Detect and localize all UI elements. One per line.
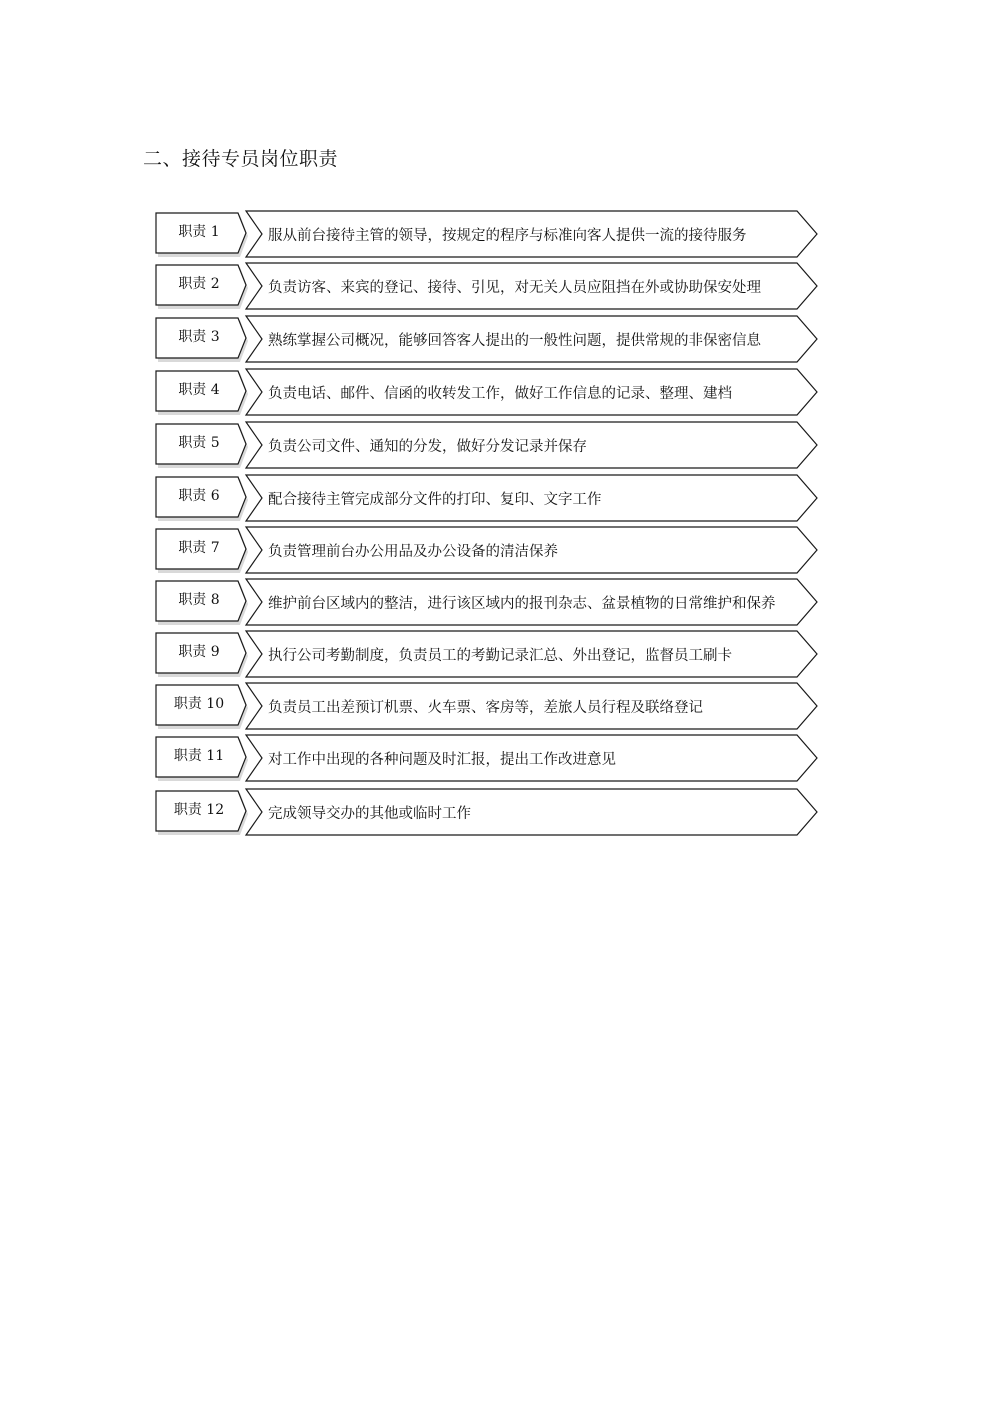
duty-description-box	[245, 682, 819, 730]
duty-label-box	[155, 736, 247, 778]
duty-row	[155, 368, 820, 416]
duty-description: 负责访客、来宾的登记、接待、引见，对无关人员应阻挡在外或协助保安处理	[268, 280, 761, 296]
duty-label: 职责 12	[173, 802, 225, 818]
duty-description-box	[245, 788, 819, 836]
duty-label-box	[155, 212, 247, 254]
duty-description-box	[245, 210, 819, 258]
duty-label: 职责 5	[178, 435, 220, 451]
duty-row	[155, 526, 820, 574]
duty-row	[155, 630, 820, 678]
duty-description: 负责管理前台办公用品及办公设备的清洁保养	[268, 544, 558, 560]
duty-label: 职责 6	[178, 488, 220, 504]
duty-label-box	[155, 528, 247, 570]
duty-row	[155, 315, 820, 363]
duty-row	[155, 474, 820, 522]
duty-label-box	[155, 423, 247, 465]
duty-description-box	[245, 315, 819, 363]
duty-label-box	[155, 476, 247, 518]
duty-label-box	[155, 632, 247, 674]
duty-description-box	[245, 262, 819, 310]
duty-row	[155, 682, 820, 730]
duty-label: 职责 4	[178, 382, 220, 398]
duty-row	[155, 788, 820, 836]
duty-label-box	[155, 684, 247, 726]
duty-label: 职责 10	[173, 696, 225, 712]
duty-row	[155, 421, 820, 469]
duty-row	[155, 578, 820, 626]
duty-description-box	[245, 734, 819, 782]
section-title: 二、接待专员岗位职责	[143, 148, 339, 170]
duty-label: 职责 1	[178, 224, 220, 240]
duty-description-box	[245, 368, 819, 416]
duty-label-box	[155, 317, 247, 359]
duty-description: 完成领导交办的其他或临时工作	[268, 806, 471, 822]
duty-description: 执行公司考勤制度，负责员工的考勤记录汇总、外出登记，监督员工刷卡	[268, 648, 732, 664]
duty-description: 服从前台接待主管的领导，按规定的程序与标准向客人提供一流的接待服务	[268, 228, 747, 244]
duty-label: 职责 8	[178, 592, 220, 608]
duty-label-box	[155, 790, 247, 832]
duty-description: 对工作中出现的各种问题及时汇报，提出工作改进意见	[268, 752, 616, 768]
duty-label: 职责 2	[178, 276, 220, 292]
duty-row	[155, 210, 820, 258]
duty-description-box	[245, 421, 819, 469]
duty-description-box	[245, 526, 819, 574]
duty-label: 职责 11	[173, 748, 225, 764]
duty-label: 职责 9	[178, 644, 220, 660]
duty-description-box	[245, 474, 819, 522]
duty-description: 负责员工出差预订机票、火车票、客房等，差旅人员行程及联络登记	[268, 700, 703, 716]
duty-description: 负责电话、邮件、信函的收转发工作，做好工作信息的记录、整理、建档	[268, 386, 732, 402]
duty-label: 职责 7	[178, 540, 220, 556]
duty-description-box	[245, 578, 819, 626]
duty-description-box	[245, 630, 819, 678]
duty-label-box	[155, 580, 247, 622]
duty-label-box	[155, 370, 247, 412]
duty-row	[155, 262, 820, 310]
duty-label-box	[155, 264, 247, 306]
duty-row	[155, 734, 820, 782]
duty-description: 负责公司文件、通知的分发，做好分发记录并保存	[268, 439, 587, 455]
duty-description: 熟练掌握公司概况，能够回答客人提出的一般性问题，提供常规的非保密信息	[268, 333, 761, 349]
duty-description: 配合接待主管完成部分文件的打印、复印、文字工作	[268, 492, 602, 508]
duty-label: 职责 3	[178, 329, 220, 345]
duty-description: 维护前台区域内的整洁，进行该区域内的报刊杂志、盆景植物的日常维护和保养	[268, 596, 776, 612]
